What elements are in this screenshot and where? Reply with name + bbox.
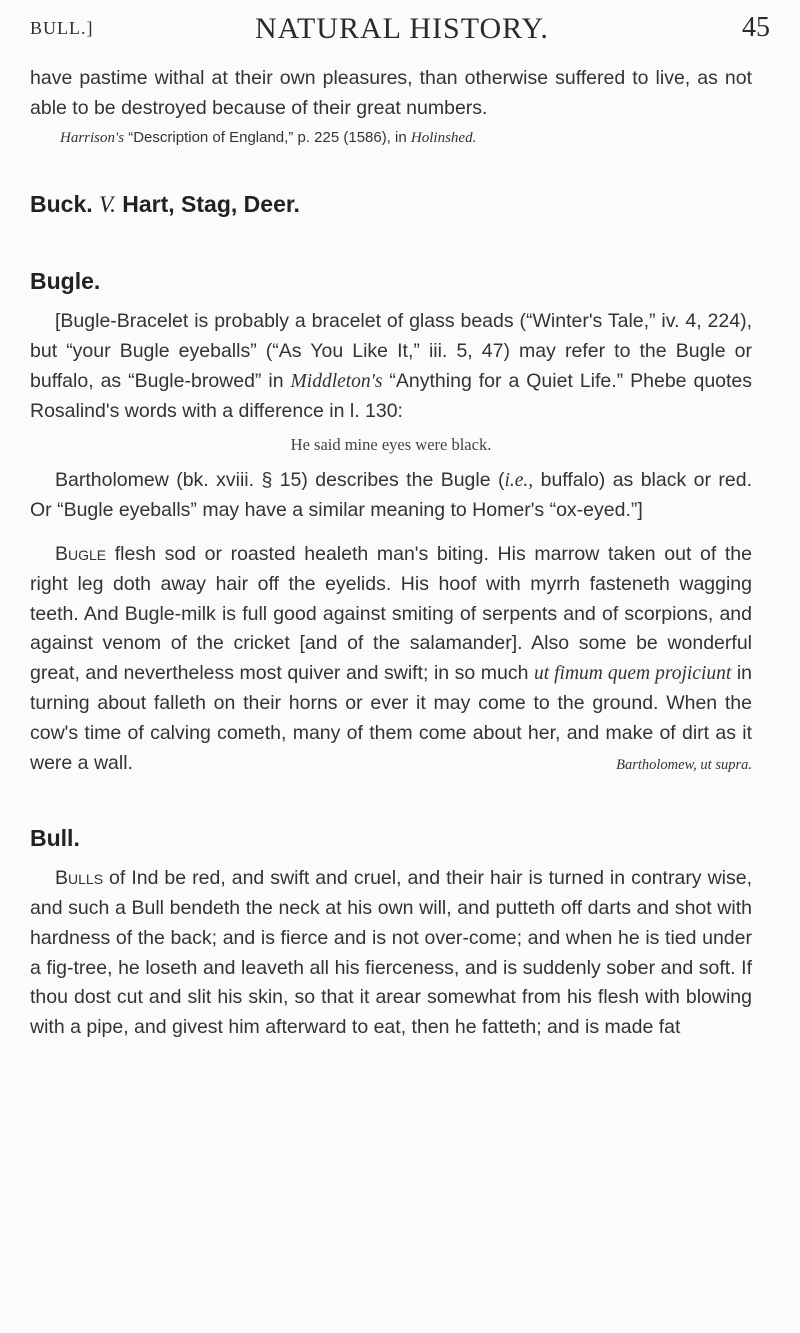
bull-lead: Bulls	[55, 867, 104, 890]
heading-buck-end: Hart, Stag, Deer.	[122, 190, 300, 217]
intro-citation	[30, 126, 752, 150]
bugle-latin: ut fimum quem projiciunt	[533, 663, 732, 685]
bugle-note	[30, 307, 752, 426]
heading-buck-start: Buck.	[30, 190, 93, 217]
bugle-note2-part2: buffalo) as black or red. Or “Bugle eyeballs” may have a similar meaning to Homer's “ox-eyed.”]	[30, 469, 753, 522]
bull-para-text: of Ind be red, and swift and cruel, and their hair is turned in contrary wise, and such a Bull bendeth the neck at his own will, and putteth off darts and shot with hardness of the back; and is fierce and is not over-come; and when he is tied under a fig-tree, he loseth and leaveth all his fierceness, and is suddenly sober and soft. If thou dost cut and slit his skin, so that it arear somewhat from his flesh with blowing with a pipe, and givest him afterward to eat, then he fatteth; and is made fat	[30, 867, 752, 1039]
bugle-citation: Bartholomew, ut supra.	[616, 756, 752, 773]
heading-buck	[30, 190, 752, 220]
running-header	[30, 8, 770, 48]
bugle-quote: He said mine eyes were black.	[290, 435, 492, 455]
cite-author: Harrison's	[60, 129, 125, 146]
page-body	[30, 64, 752, 1043]
cite-source: Holinshed.	[410, 129, 477, 146]
bull-paragraph	[30, 864, 752, 1043]
cite-details: “Description of England,” p. 225 (1586), in	[128, 128, 407, 146]
bugle-note-middleton: Middleton's	[290, 370, 383, 392]
bugle-para-part1: flesh sod or roasted healeth man's biting. His marrow taken out of the right leg doth away hair off the eyelids. His hoof with myrrh fasteneth wagging teeth. And Bugle-milk is full good against smiting of serpents and of scorpions, and against venom of the cricket [and of the salamander]. Also some be wonderful great, and nevertheless most quiver and swift; in so much	[30, 542, 752, 685]
bugle-paragraph	[30, 540, 752, 778]
header-title: NATURAL HISTORY.	[255, 12, 549, 45]
bugle-note-2	[30, 466, 752, 526]
bugle-para-part2: in turning about falleth on their horns or ever it may come to the ground. When the cow's time of calving cometh, many of them come about her, and make of dirt as it were a wall.	[30, 662, 752, 774]
heading-buck-v: V.	[99, 191, 116, 217]
bugle-note2-part1: Bartholomew (bk. xviii. § 15) describes the Bugle (	[55, 469, 505, 492]
bugle-note2-ie: i.e.,	[504, 470, 534, 492]
heading-bugle: Bugle.	[30, 268, 101, 295]
bugle-note-part1: [Bugle-Bracelet is probably a bracelet of glass beads (“Winter's Tale,” iv. 4, 224), but “your Bugle eyeballs” (“As You Like It,” iii. 5, 47) may refer to the Bugle or buffalo, as “Bugle-browed” in	[30, 310, 752, 392]
header-section: BULL.]	[30, 18, 94, 38]
heading-bull: Bull.	[30, 825, 80, 852]
bugle-note-part2: “Anything for a Quiet Life.” Phebe quotes Rosalind's words with a difference in l. 130:	[30, 369, 753, 422]
intro-paragraph: have pastime withal at their own pleasures, than otherwise suffered to live, as not able to be destroyed because of their great numbers.	[30, 67, 752, 119]
page-number: 45	[742, 12, 770, 43]
bugle-lead: Bugle	[55, 542, 107, 565]
